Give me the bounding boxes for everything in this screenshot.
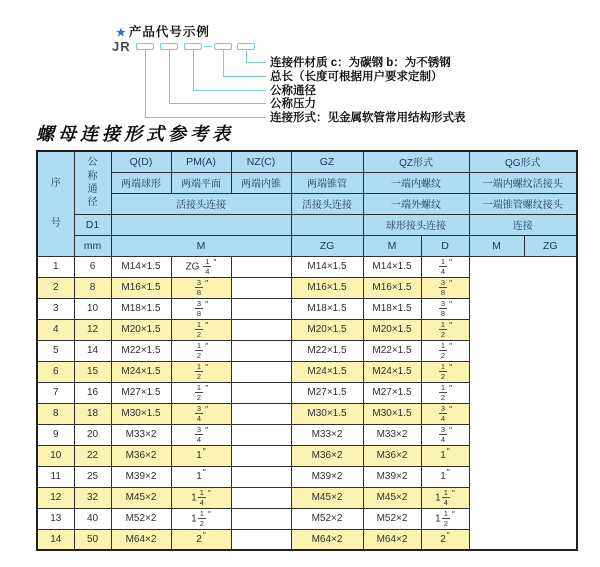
cell-qz-m	[231, 508, 291, 529]
cell-qg-m: M27×1.5	[363, 382, 421, 403]
cell-qz-m	[231, 319, 291, 340]
cell-union-m: M45×2	[111, 487, 171, 508]
cell-qg-m: M24×1.5	[363, 361, 421, 382]
diagram-label-connection: 连接形式：见金属软管常用结构形式表	[270, 112, 466, 124]
connector-line-5	[246, 50, 266, 63]
cell-diameter-mm: 25	[74, 466, 111, 487]
cell-gz-zg: $\frac{3}{4}$ ″	[171, 424, 231, 445]
code-box-2	[160, 43, 178, 50]
cell-qg-zg: $\frac{3}{8}$ ″	[421, 277, 469, 298]
table-row	[37, 319, 577, 340]
header-form-nzc: NZ(C)	[231, 151, 291, 172]
cell-qz-d: M20×1.5	[291, 319, 363, 340]
cell-union-m: M27×1.5	[111, 382, 171, 403]
cell-qz-m	[231, 403, 291, 424]
header-ends-inner-cone: 两端内锥	[231, 172, 291, 193]
cell-union-m: M18×1.5	[111, 298, 171, 319]
cell-serial: 1	[37, 256, 74, 277]
cell-union-m: M22×1.5	[111, 340, 171, 361]
header-form-qd: Q(D)	[111, 151, 171, 172]
cell-serial: 12	[37, 487, 74, 508]
cell-gz-zg: $\frac{3}{8}$ ″	[171, 298, 231, 319]
cell-qz-m	[231, 361, 291, 382]
cell-union-m: M16×1.5	[111, 277, 171, 298]
cell-qz-d: M33×2	[291, 424, 363, 445]
cell-diameter-mm: 50	[74, 529, 111, 550]
diagram-heading-text: 产品代号示例	[128, 25, 210, 39]
header-ends-flat: 两端平面	[171, 172, 231, 193]
header-unit-mm: mm	[74, 235, 111, 256]
star-icon: ★	[116, 27, 127, 39]
table-row	[37, 487, 577, 508]
cell-qz-m	[231, 529, 291, 550]
cell-qz-d: M52×2	[291, 508, 363, 529]
cell-qg-zg: 1 $\frac{1}{4}$ ″	[421, 487, 469, 508]
header-union-connection-gz: 活接头连接	[291, 193, 363, 214]
cell-gz-zg: 1″	[171, 466, 231, 487]
header-form-gz: GZ	[291, 151, 363, 172]
cell-qz-d: M22×1.5	[291, 340, 363, 361]
cell-gz-zg: $\frac{1}{2}$ ″	[171, 319, 231, 340]
cell-qg-zg: $\frac{1}{4}$ ″	[421, 256, 469, 277]
cell-gz-zg: 1 $\frac{1}{2}$ ″	[171, 508, 231, 529]
cell-serial: 14	[37, 529, 74, 550]
cell-qz-d: M30×1.5	[291, 403, 363, 424]
cell-diameter-mm: 15	[74, 361, 111, 382]
header-form-qz: QZ形式	[363, 151, 469, 172]
cell-qz-d: M45×2	[291, 487, 363, 508]
header-thread-m: M	[111, 235, 291, 256]
header-union-connection: 活接头连接	[111, 193, 291, 214]
cell-qz-d: M64×2	[291, 529, 363, 550]
table-header	[37, 151, 577, 256]
table-row	[37, 529, 577, 550]
header-spherical-joint-connection: 球形接头连接	[363, 214, 469, 235]
cell-qg-zg: $\frac{1}{2}$ ″	[421, 361, 469, 382]
table-row	[37, 403, 577, 424]
cell-qg-zg: $\frac{1}{2}$ ″	[421, 319, 469, 340]
cell-serial: 7	[37, 382, 74, 403]
cell-qg-zg: $\frac{1}{2}$ ″	[421, 340, 469, 361]
cell-qz-m	[231, 298, 291, 319]
header-d1: D1	[74, 214, 111, 235]
cell-qz-m	[231, 277, 291, 298]
cell-union-m: M39×2	[111, 466, 171, 487]
header-thread-qg-zg: ZG	[524, 235, 577, 256]
cell-serial: 8	[37, 403, 74, 424]
cell-serial: 13	[37, 508, 74, 529]
header-end-external-thread: 一端外螺纹	[363, 193, 469, 214]
cell-diameter-mm: 8	[74, 277, 111, 298]
header-thread-qg-m: M	[469, 235, 524, 256]
code-box-5	[237, 43, 255, 50]
cell-qg-m: M14×1.5	[363, 256, 421, 277]
cell-gz-zg: 1 $\frac{1}{4}$ ″	[171, 487, 231, 508]
header-connection: 连接	[469, 214, 577, 235]
cell-diameter-mm: 14	[74, 340, 111, 361]
cell-gz-zg: $\frac{1}{2}$ ″	[171, 361, 231, 382]
cell-qg-zg: $\frac{3}{4}$ ″	[421, 424, 469, 445]
code-box-1	[136, 43, 154, 50]
header-end-internal-thread: 一端内螺纹	[363, 172, 469, 193]
table-row	[37, 445, 577, 466]
table-row	[37, 382, 577, 403]
cell-qg-m: M22×1.5	[363, 340, 421, 361]
cell-gz-zg: 2″	[171, 529, 231, 550]
cell-diameter-mm: 12	[74, 319, 111, 340]
header-nominal-diameter: 公 称 通 径	[74, 151, 111, 214]
header-form-qg: QG形式	[469, 151, 577, 172]
cell-qg-zg: 2″	[421, 529, 469, 550]
diagram-label-pressure: 公称压力	[270, 98, 316, 110]
cell-qg-zg: 1″	[421, 445, 469, 466]
table-row	[37, 256, 577, 277]
cell-qz-m	[231, 340, 291, 361]
cell-diameter-mm: 10	[74, 298, 111, 319]
cell-qz-m	[231, 424, 291, 445]
diagram-label-diameter: 公称通径	[270, 85, 316, 97]
table-row	[37, 361, 577, 382]
cell-diameter-mm: 6	[74, 256, 111, 277]
cell-union-m: M24×1.5	[111, 361, 171, 382]
table-row	[37, 298, 577, 319]
cell-gz-zg: $\frac{1}{2}$ ″	[171, 382, 231, 403]
cell-qg-m: M39×2	[363, 466, 421, 487]
header-empty-left	[111, 214, 291, 235]
table-title: 螺母连接形式参考表	[36, 124, 234, 144]
cell-diameter-mm: 20	[74, 424, 111, 445]
cell-qg-m: M52×2	[363, 508, 421, 529]
code-box-4	[214, 43, 232, 50]
cell-qg-m: M33×2	[363, 424, 421, 445]
cell-diameter-mm: 40	[74, 508, 111, 529]
cell-union-m: M36×2	[111, 445, 171, 466]
cell-gz-zg: ZG $\frac{1}{4}$ ″	[171, 256, 231, 277]
diagram-label-length: 总长（长度可根据用户要求定制）	[270, 71, 443, 83]
cell-serial: 4	[37, 319, 74, 340]
cell-serial: 2	[37, 277, 74, 298]
cell-diameter-mm: 22	[74, 445, 111, 466]
cell-qz-d: M16×1.5	[291, 277, 363, 298]
header-form-pma: PM(A)	[171, 151, 231, 172]
table-row	[37, 466, 577, 487]
table-row	[37, 277, 577, 298]
cell-qg-m: M64×2	[363, 529, 421, 550]
cell-union-m: M14×1.5	[111, 256, 171, 277]
cell-qz-m	[231, 466, 291, 487]
cell-gz-zg: 1″	[171, 445, 231, 466]
cell-union-m: M52×2	[111, 508, 171, 529]
cell-serial: 10	[37, 445, 74, 466]
cell-qz-m	[231, 256, 291, 277]
header-end-internal-thread-union: 一端内螺纹活接头	[469, 172, 577, 193]
table-row	[37, 424, 577, 445]
cell-qg-zg: $\frac{3}{8}$ ″	[421, 298, 469, 319]
cell-qz-m	[231, 487, 291, 508]
cell-gz-zg: $\frac{3}{8}$ ″	[171, 277, 231, 298]
cell-union-m: M64×2	[111, 529, 171, 550]
cell-diameter-mm: 32	[74, 487, 111, 508]
cell-qz-m	[231, 445, 291, 466]
cell-qg-m: M20×1.5	[363, 319, 421, 340]
cell-gz-zg: $\frac{3}{4}$ ″	[171, 403, 231, 424]
cell-qz-d: M39×2	[291, 466, 363, 487]
code-separator-dash	[204, 46, 212, 47]
cell-qg-zg: $\frac{3}{4}$ ″	[421, 403, 469, 424]
table-row	[37, 340, 577, 361]
table-body	[37, 256, 577, 550]
cell-gz-zg: $\frac{1}{2}$ ″	[171, 340, 231, 361]
nut-connection-table	[36, 150, 578, 551]
cell-qg-m: M16×1.5	[363, 277, 421, 298]
cell-serial: 3	[37, 298, 74, 319]
cell-serial: 6	[37, 361, 74, 382]
header-ends-spherical: 两端球形	[111, 172, 171, 193]
cell-qg-m: M18×1.5	[363, 298, 421, 319]
cell-union-m: M20×1.5	[111, 319, 171, 340]
cell-qg-m: M36×2	[363, 445, 421, 466]
header-thread-qz-m: M	[363, 235, 421, 256]
code-box-3	[184, 43, 202, 50]
header-end-taper-thread-joint: 一端锥管螺纹接头	[469, 193, 577, 214]
header-ends-taper-pipe: 两端锥管	[291, 172, 363, 193]
cell-qg-m: M45×2	[363, 487, 421, 508]
table-row	[37, 508, 577, 529]
cell-diameter-mm: 16	[74, 382, 111, 403]
cell-serial: 11	[37, 466, 74, 487]
cell-qg-m: M30×1.5	[363, 403, 421, 424]
cell-qg-zg: 1″	[421, 466, 469, 487]
code-prefix: JR	[112, 39, 131, 54]
cell-diameter-mm: 18	[74, 403, 111, 424]
header-thread-qz-d: D	[421, 235, 469, 256]
cell-qz-d: M27×1.5	[291, 382, 363, 403]
cell-qz-d: M18×1.5	[291, 298, 363, 319]
cell-qz-d: M14×1.5	[291, 256, 363, 277]
cell-qz-d: M24×1.5	[291, 361, 363, 382]
cell-union-m: M30×1.5	[111, 403, 171, 424]
diagram-heading	[116, 22, 210, 40]
cell-union-m: M33×2	[111, 424, 171, 445]
header-empty-gz	[291, 214, 363, 235]
cell-serial: 5	[37, 340, 74, 361]
cell-qg-zg: 1 $\frac{1}{2}$ ″	[421, 508, 469, 529]
cell-serial: 9	[37, 424, 74, 445]
header-serial: 序 号	[37, 151, 74, 256]
diagram-label-material: 连接件材质 c：为碳钢 b：为不锈钢	[270, 57, 451, 69]
cell-qz-m	[231, 382, 291, 403]
cell-qg-zg: $\frac{1}{2}$ ″	[421, 382, 469, 403]
cell-qz-d: M36×2	[291, 445, 363, 466]
header-thread-zg: ZG	[291, 235, 363, 256]
